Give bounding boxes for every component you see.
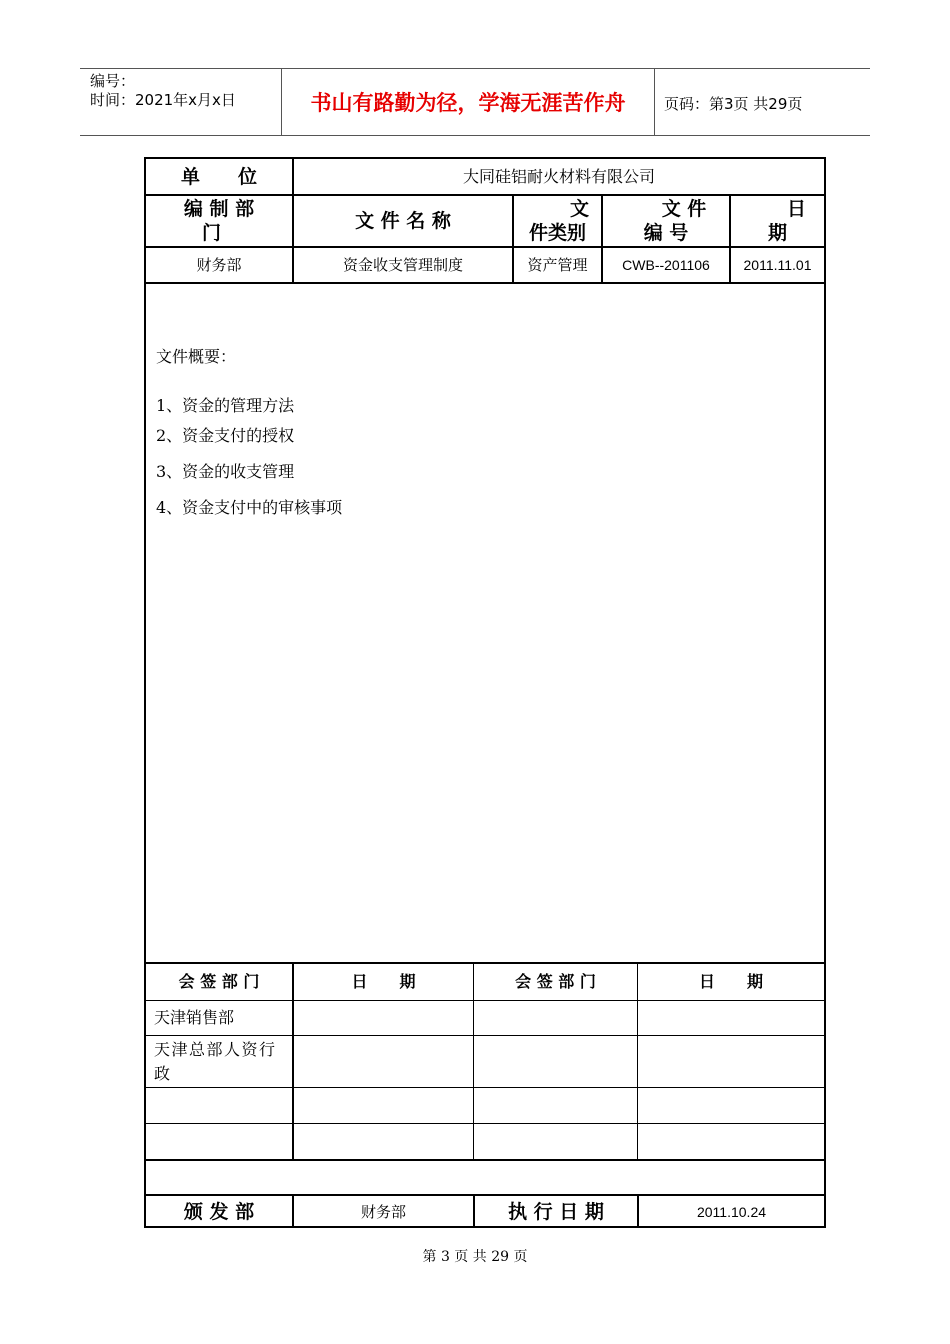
summary-title: 文件概要： [156, 347, 237, 366]
rule-countersign-3 [144, 1087, 826, 1088]
rule-countersign-4 [144, 1123, 826, 1124]
rule-before-blank-row [144, 1159, 826, 1161]
issue-dept-label: 颁 发 部 [183, 1200, 255, 1223]
issue-dept-value: 财务部 [360, 1202, 406, 1221]
header-motto: 书山有路勤为径，学海无涯苦作舟 [310, 90, 626, 115]
page-footer: 第 3 页 共 29 页 [422, 1249, 528, 1265]
countersign-dept-header-2: 会 签 部 门 [515, 972, 596, 991]
unit-label: 单 位 [180, 165, 257, 188]
col-header-fileno [603, 196, 729, 246]
col-header-category-line1: 文 [569, 198, 589, 220]
document-time-label: 时间：2021年x月x日 [90, 91, 236, 109]
summary-item: 2、资金支付的授权 [156, 426, 295, 445]
col-header-dept-line1: 编 制 部 [183, 198, 255, 220]
page-number-label: 页码：第3页 共29页 [664, 95, 803, 113]
countersign-date-header-2: 日 期 [698, 972, 763, 991]
col-header-fileno-line2: 编 号 [643, 222, 689, 244]
countersign-date-header: 日 期 [351, 972, 416, 991]
category-value: 资产管理 [527, 256, 588, 274]
countersign-dept-header: 会 签 部 门 [178, 972, 260, 991]
header-divider-right [654, 68, 655, 136]
col-header-fileno-line1: 文 件 [661, 198, 707, 220]
summary-item: 3、资金的收支管理 [156, 462, 295, 481]
document-number-label: 编号： [90, 72, 136, 90]
col-header-date-line2: 期 [767, 222, 787, 244]
col-header-date-line1: 日 [786, 198, 806, 220]
unit-value: 大同硅铝耐火材料有限公司 [462, 166, 655, 186]
filename-value: 资金收支管理制度 [342, 256, 463, 274]
date-value: 2011.11.01 [743, 257, 812, 273]
col-header-category-line2: 件类别 [528, 222, 586, 244]
col-header-dept [146, 196, 292, 246]
fileno-value: CWB--201106 [622, 257, 710, 273]
dept-value: 财务部 [196, 256, 242, 274]
exec-date-label: 执 行 日 期 [508, 1200, 604, 1223]
header-bottom-rule [80, 135, 870, 136]
summary-item: 4、资金支付中的审核事项 [156, 498, 343, 517]
col-header-category [514, 196, 601, 246]
col-header-dept-line2: 门 [202, 222, 222, 244]
col-header-date [731, 196, 824, 246]
rule-after-info-row [144, 282, 826, 284]
summary-item: 1、资金的管理方法 [156, 396, 295, 415]
countersign-dept-tianjin-sales: 天津销售部 [154, 1008, 235, 1027]
header-top-rule [80, 68, 870, 69]
col-header-filename: 文 件 名 称 [355, 210, 451, 232]
exec-date-value: 2011.10.24 [696, 1203, 767, 1220]
countersign-dept-tianjin-hr: 天津总部人资行政 [154, 1039, 277, 1083]
